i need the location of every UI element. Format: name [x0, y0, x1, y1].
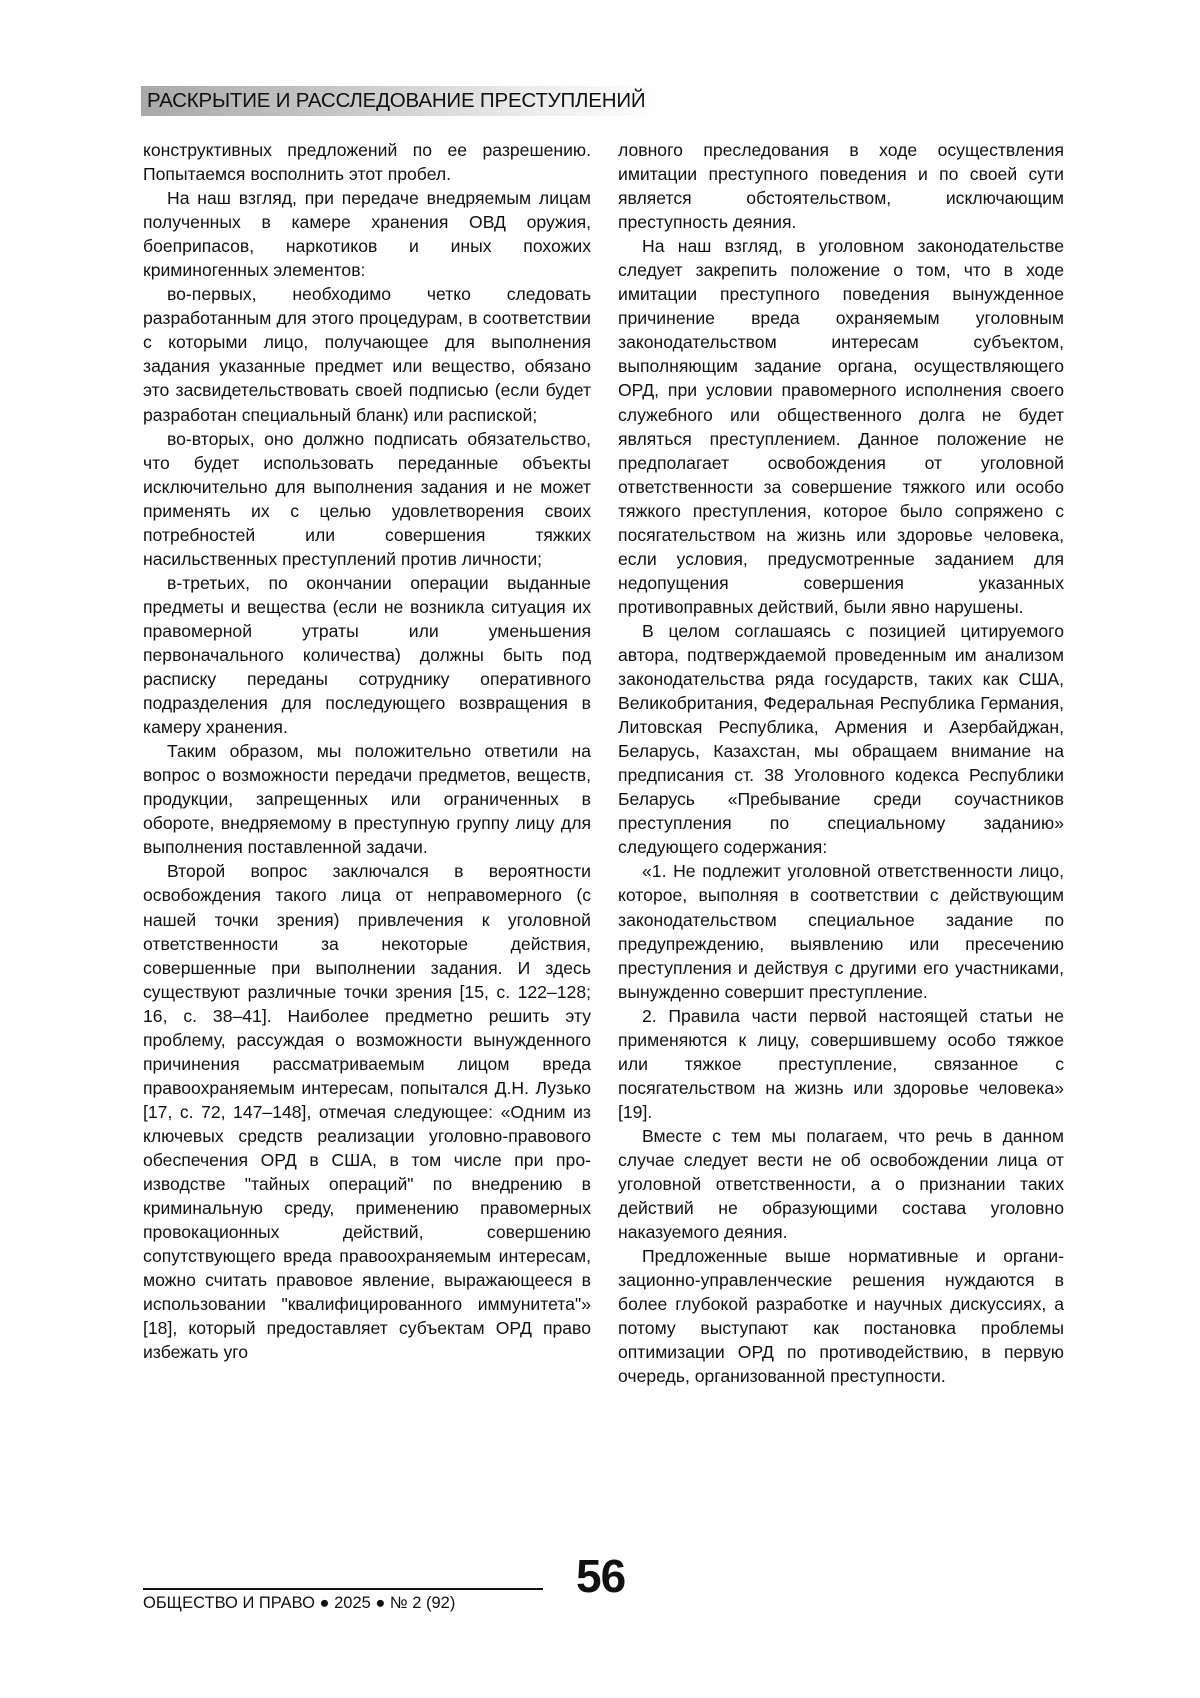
- paragraph: На наш взгляд, при передаче внедряемым лицам полученных в камере хранения ОВД оружия, боеприпасов, наркотиков и иных похожих криминогенных элементов:: [143, 188, 591, 281]
- paragraph: Вместе с тем мы полагаем, что речь в данном случае следует вести не об освобождении лица от уголовной ответственности, а о признании таких действий не образующими состава уголовно наказуемого деяния.: [618, 1125, 1064, 1243]
- paragraph: в-третьих, по окончании операции выданные предметы и вещества (если не возникла ситуация их правомерной утраты или уменьшения первоначального количества) должны быть под расписку переданы сотруднику оперативного подразделения для последующего возвращения в камеру хранения.: [143, 572, 591, 738]
- quoted-paragraph: 2. Правила части первой настоящей статьи не применяются к лицу, совершившему особо тяжкое или тяжкое преступление, связанное с посягательством на жизнь или здоровье человека» [19].: [618, 1005, 1064, 1122]
- paragraph: Предложенные выше нормативные и организационно-управленческие решения нуждаются в более глубокой разработке и научных дискуссиях, а потому выступают как постановка проблемы оптимизации ОРД по противодействию, в первую очередь, организованной преступности.: [618, 1246, 1064, 1387]
- section-title: РАСКРЫТИЕ И РАССЛЕДОВАНИЕ ПРЕСТУПЛЕНИЙ: [147, 89, 646, 112]
- paragraph: во-вторых, оно должно подписать обязательство, что будет использовать переданные объекты исключительно для выполнения задания и не может применять их с целью удовлетворения своих потребностей или совершения тяжких насильственных преступлений против личности;: [143, 428, 591, 569]
- right-column: [618, 138, 1064, 1388]
- quoted-paragraph: «1. Не подлежит уголовной ответственности лицо, которое, выполняя в соответствии с действующим законодательством специальное задание по предупреждению, выявлению или пресечению преступления и действуя с другими его участниками, вынужденно совершит преступление.: [618, 861, 1064, 1002]
- paragraph: Второй вопрос заключался в вероятности освобождения такого лица от неправомерного (с нашей точки зрения) привлечения к уголовной ответственности за некоторые действия, совершенные при выполнении задания. И здесь существуют различные точки зрения [15, с. 122–128; 16, с. 38–41]. Наиболее предметно решить эту проблему, рассуждая о возможности вынужденного причинения рассматриваемым лицом вреда правоохраняемым интересам, попытался Д.Н. Лузько [17, с. 72, 147–148], отмечая следующее: «Одним из ключевых средств реализации уголовно-правового обеспечения ОРД в США, в том числе при производстве "тайных операций" по внедрению в криминальную среду, применению правомерных провокационных действий, совершению сопутствующего вреда правоохраняемым интересам, можно считать правовое явление, выражающееся в использовании "квалифицированного иммунитета"» [18], который предоставляет субъектам ОРД право избежать уго: [143, 861, 591, 1363]
- journal-footer: ОБЩЕСТВО И ПРАВО ● 2025 ● № 2 (92): [143, 1594, 456, 1612]
- paragraph: конструктивных предложений по ее разрешению. Попытаемся восполнить этот пробел.: [143, 140, 591, 185]
- page-number: 56: [576, 1550, 626, 1602]
- paragraph: ловного преследования в ходе осуществления имитации преступного поведения и по своей сути является обстоятельством, исключающим преступность деяния.: [618, 140, 1064, 233]
- footer-rule: [143, 1588, 543, 1590]
- paragraph: Таким образом, мы положительно ответили на вопрос о возможности передачи предметов, веществ, продукции, запрещенных или ограниченных в обороте, внедряемому в преступную группу лицу для выполнения поставленной задачи.: [143, 741, 591, 858]
- paragraph: В целом соглашаясь с позицией цитируемого автора, подтверждаемой проведенным им анализом законодательства ряда государств, таких как США, Великобритания, Федеральная Республика Германия, Литовская Республика, Армения и Азербайджан, Беларусь, Казахстан, мы обращаем внимание на предписания ст. 38 Уголовного кодекса Республики Беларусь «Пребывание среди соучастников преступления по специальному заданию» следующего содержания:: [618, 620, 1064, 858]
- paragraph: во-первых, необходимо четко следовать разработанным для этого процедурам, в соответствии с которыми лицо, получающее для выполнения задания указанные предмет или вещество, обязано это засвидетельствовать своей подписью (если будет разработан специальный бланк) или распиской;: [143, 284, 591, 425]
- paragraph: На наш взгляд, в уголовном законодательстве следует закрепить положение о том, что в ходе имитации преступного поведения вынужденное причинение вреда охраняемым уголовным законодательством интересам субъектом, выполняющим задание органа, осуществляющего ОРД, при условии правомерного исполнения своего служебного или общественного долга не будет являться преступлением. Данное положение не предполагает освобождения от уголовной ответственности за совершение тяжкого или особо тяжкого преступления, которое было сопряжено с посягательством на жизнь или здоровье человека, если условия, предусмотренные заданием для недопущения совершения указанных противоправных действий, были явно нарушены.: [618, 236, 1064, 617]
- left-column: [143, 138, 591, 1364]
